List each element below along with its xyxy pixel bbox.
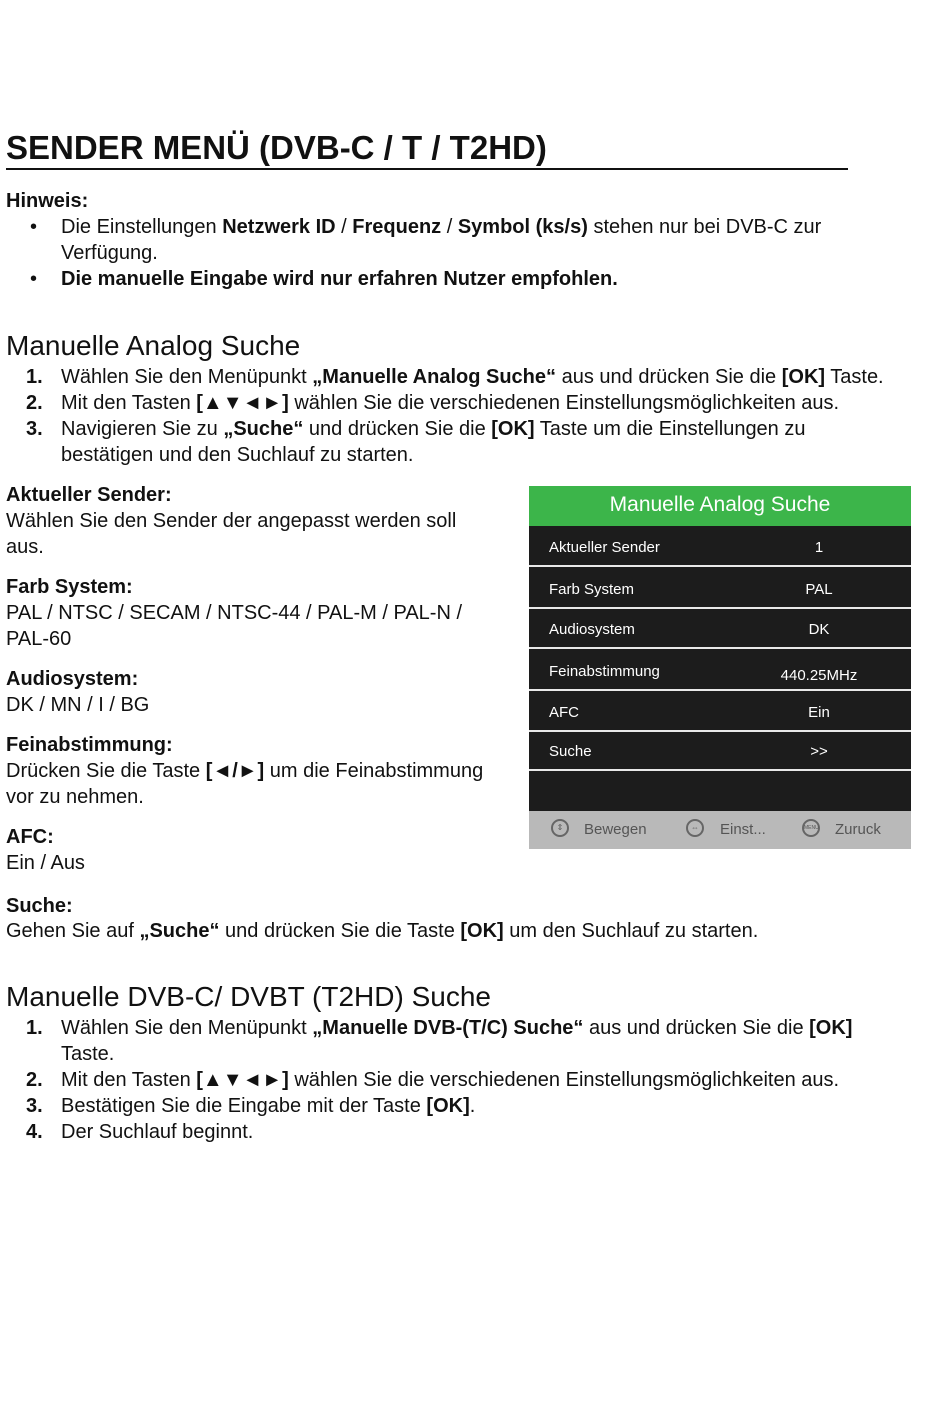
hint-zuruck: Zuruck [835,821,881,838]
audiosystem-label: Audiosystem: [6,668,139,690]
afc-text: Ein / Aus [6,852,85,874]
tv-row-afc[interactable]: AFC Ein [529,693,911,732]
suche-text: Gehen Sie auf „Suche“ und drücken Sie die Taste [OK] um den Suchlauf zu starten. [6,920,759,942]
aktueller-sender-label: Aktueller Sender: [6,484,172,506]
tv-row-aktueller-sender[interactable]: Aktueller Sender 1 [529,528,911,567]
tv-row-farb-system[interactable]: Farb System PAL [529,570,911,609]
dvb-steps [6,1015,906,1145]
dvb-step-4: 4. Der Suchlauf beginnt. [26,1121,254,1143]
menu-icon: MENU [802,819,820,837]
dvb-heading: Manuelle DVB-C/ DVBT (T2HD) Suche [6,981,491,1012]
hint-bewegen: Bewegen [584,821,647,838]
page-title: SENDER MENÜ (DVB-C / T / T2HD) [6,128,848,170]
farb-system-label: Farb System: [6,576,133,598]
up-down-icon: ⇕ [551,819,569,837]
analog-heading: Manuelle Analog Suche [6,330,301,361]
aktueller-sender-text: Wählen Sie den Sender der angepasst werden soll [6,510,457,532]
tv-row-feinabstimmung[interactable]: Feinabstimmung 440.25MHz [529,652,911,691]
feinabstimmung-text: Drücken Sie die Taste [◄/►] um die Feinabstimmung [6,760,484,782]
hint-einst: Einst... [720,821,766,838]
tv-menu-title: Manuelle Analog Suche [529,486,911,526]
analog-step-3: 3. Navigieren Sie zu „Suche“ und drücken Sie die [OK] Taste um die Einstellungen zu bestätigen und den Suchlauf zu starten. [26,418,806,466]
tv-menu-footer [529,811,911,849]
analog-descriptions [6,482,516,876]
feinabstimmung-label: Feinabstimmung: [6,734,173,756]
hinweis-label: Hinweis: [6,190,89,212]
tv-row-audiosystem[interactable]: Audiosystem DK [529,610,911,649]
analog-step-1: 1. Wählen Sie den Menüpunkt „Manuelle Analog Suche“ aus und drücken Sie die [OK] Taste. [26,366,884,388]
dvb-step-3: 3. Bestätigen Sie die Eingabe mit der Taste [OK]. [26,1095,476,1117]
hinweis-item-1: • Die Einstellungen Netzwerk ID / Frequenz / Symbol (ks/s) stehen nur bei DVB-C zur Verfügung. [30,216,822,264]
bullet-icon: • [30,216,38,238]
left-right-icon: ⇔ [686,819,704,837]
suche-label: Suche: [6,895,73,917]
analog-step-2: 2. Mit den Tasten [▲▼◄►] wählen Sie die verschiedenen Einstellungsmöglichkeiten aus. [26,392,840,414]
tv-menu-screenshot [529,486,911,849]
farb-system-text: PAL / NTSC / SECAM / NTSC-44 / PAL-M / PAL-N / [6,602,463,624]
hinweis-item-2: • Die manuelle Eingabe wird nur erfahren Nutzer empfohlen. [30,268,618,290]
audiosystem-text: DK / MN / I / BG [6,694,150,716]
analog-steps [6,364,936,468]
farb-system-text-2: PAL-60 [6,628,72,650]
tv-row-suche[interactable]: Suche >> [529,732,911,771]
dvb-step-2: 2. Mit den Tasten [▲▼◄►] wählen Sie die verschiedenen Einstellungsmöglichkeiten aus. [26,1069,840,1091]
hinweis-list [6,214,926,292]
bullet-icon: • [30,268,38,290]
afc-label: AFC: [6,826,54,848]
feinabstimmung-text-2: vor zu nehmen. [6,786,144,808]
aktueller-sender-text-2: aus. [6,536,44,558]
dvb-step-1: 1. Wählen Sie den Menüpunkt „Manuelle DVB-(T/C) Suche“ aus und drücken Sie die [OK] Taste. [26,1017,853,1065]
